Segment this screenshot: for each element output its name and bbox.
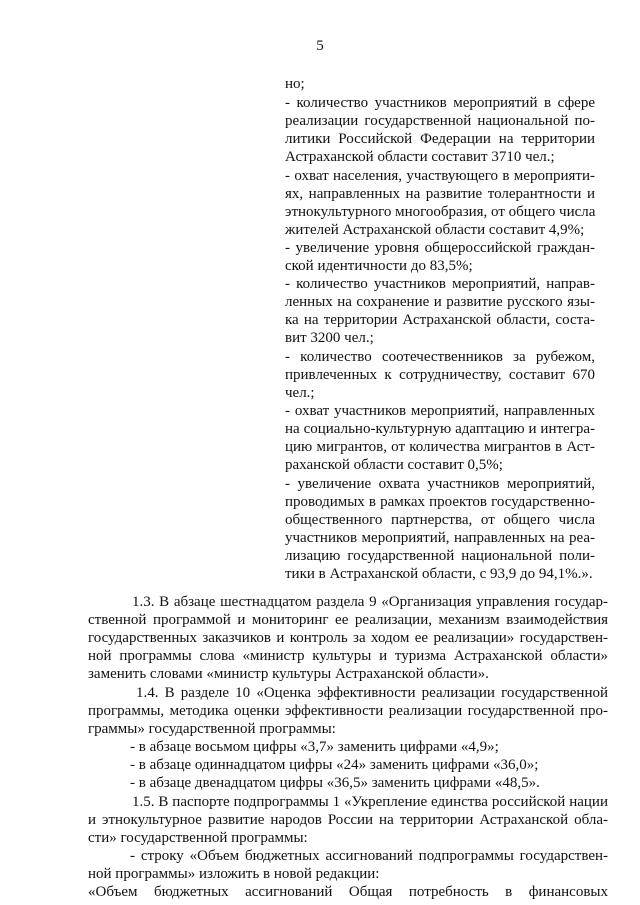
text-line: ской идентичности до 83,5%; xyxy=(285,258,473,274)
text-line: - в абзаце восьмом цифры «3,7» заменить цифрами «4,9»; xyxy=(130,739,499,755)
text-line: - количество участников мероприятий, направ- xyxy=(285,276,595,292)
text-line: граммы» государственной программы: xyxy=(88,721,336,737)
text-line: ленных на сохранение и развитие русского язы- xyxy=(285,294,595,310)
text-line: 1.4. В разделе 10 «Оценка эффективности реализации государственной xyxy=(136,685,608,701)
text-line: лизацию государственной национальной поли- xyxy=(285,548,595,564)
text-line: заменить словами «министр культуры Астраханской области». xyxy=(88,666,489,682)
text-line: сти» государственной программы: xyxy=(88,830,308,846)
text-line: - охват населения, участвующего в мероприяти- xyxy=(285,168,595,184)
text-line: 1.3. В абзаце шестнадцатом раздела 9 «Организация управления государ- xyxy=(132,594,608,610)
text-line: на социально-культурную адаптацию и интегра- xyxy=(285,421,595,437)
text-line: но; xyxy=(285,76,305,92)
text-line: этнокультурного многообразия, от общего числа xyxy=(285,204,596,220)
text-line: проводимых в рамках проектов государственно- xyxy=(285,494,595,510)
text-line: вит 3200 чел.; xyxy=(285,330,374,346)
text-line: - охват участников мероприятий, направленных xyxy=(285,403,595,419)
text-line: «Объем бюджетных ассигнований Общая потребность в финансовых xyxy=(88,884,608,900)
text-line: - количество участников мероприятий в сфере xyxy=(285,95,595,111)
text-line: государственных заказчиков и контроль за ходом ее реализации» государствен- xyxy=(88,630,608,646)
text-line: - увеличение охвата участников мероприятий, xyxy=(285,476,595,492)
text-line: ка на территории Астраханской области, соста- xyxy=(285,312,595,328)
text-line: ственной программой и мониторинг ее реализации, механизм взаимодействия xyxy=(88,612,608,628)
text-line: и этнокультурное развитие народов России на территории Астраханской обла- xyxy=(88,812,608,828)
text-line: 1.5. В паспорте подпрограммы 1 «Укрепление единства российской нации xyxy=(132,794,608,810)
text-line: привлеченных к сотрудничеству, составит 670 xyxy=(285,367,595,383)
text-line: раханской области составит 0,5%; xyxy=(285,457,503,473)
text-line: - в абзаце двенадцатом цифры «36,5» заменить цифрами «48,5». xyxy=(130,775,540,791)
text-line: жителей Астраханской области составит 4,9%; xyxy=(285,222,585,238)
text-line: ях, направленных на развитие толерантности и xyxy=(285,186,595,202)
text-line: реализации государственной национальной по- xyxy=(285,113,595,129)
text-line: общественного партнерства, от общего числа xyxy=(285,512,595,528)
text-line: чел.; xyxy=(285,385,315,401)
text-line: литики Российской Федерации на территории xyxy=(285,131,595,147)
text-line: участников мероприятий, направленных на реа- xyxy=(285,530,595,546)
text-line: тики в Астраханской области, с 93,9 до 94,1%.». xyxy=(285,566,593,582)
text-line: - количество соотечественников за рубежом, xyxy=(285,349,595,365)
text-line: ной программы слова «министр культуры и туризма Астраханской области» xyxy=(88,648,608,664)
text-line: - в абзаце одиннадцатом цифры «24» заменить цифрами «36,0»; xyxy=(130,757,539,773)
text-line: - строку «Объем бюджетных ассигнований подпрограммы государствен- xyxy=(130,848,608,864)
text-line: цию мигрантов, от количества мигрантов в Аст- xyxy=(285,439,595,455)
text-line: программы, методика оценки эффективности реализации государственной про- xyxy=(88,703,608,719)
text-line: Астраханской области составит 3710 чел.; xyxy=(285,149,555,165)
text-line: ной программы» изложить в новой редакции: xyxy=(88,866,380,882)
page-number: 5 xyxy=(316,38,324,54)
text-line: - увеличение уровня общероссийской граждан- xyxy=(285,240,595,256)
